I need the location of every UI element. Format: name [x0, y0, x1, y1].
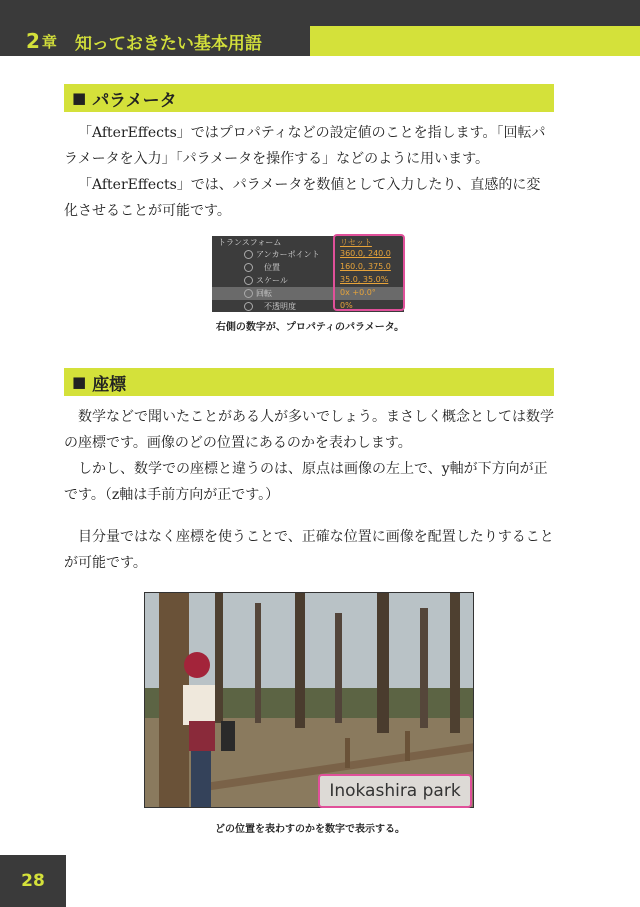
- panel-row-label: 不透明度: [264, 302, 296, 311]
- stopwatch-icon: [244, 276, 253, 285]
- paragraph: しかし、数学での座標と違うのは、原点は画像の左上で、y軸が下方向が正です。（z軸は手前方向が正です。）: [64, 461, 548, 503]
- page-number: 28: [0, 855, 66, 907]
- panel-row-label: アンカーポイント: [256, 250, 320, 259]
- chapter-tab: [0, 26, 310, 56]
- photo-location-label: Inokashira park: [318, 774, 472, 808]
- paragraph: 「AfterEffects」では、パラメータを数値として入力したり、直感的に変化させることが可能です。: [64, 177, 541, 219]
- paragraph: 目分量ではなく座標を使うことで、正確な位置に画像を配置したりすることが可能です。: [64, 529, 554, 571]
- parameter-highlight-frame: [333, 234, 405, 311]
- chapter-title: 知っておきたい基本用語: [74, 33, 262, 54]
- panel-row-value: 35.0, 35.0%: [340, 275, 389, 284]
- paragraph: 数学などで聞いたことがある人が多いでしょう。まさしく概念としては数学の座標です。画像のどの位置にあるのかを表わします。: [64, 409, 554, 451]
- panel-row-value: 160.0, 375.0: [340, 262, 391, 271]
- stopwatch-icon: [244, 250, 253, 259]
- panel-row-value: 0%: [340, 301, 353, 310]
- paragraph: 「AfterEffects」ではプロパティなどの設定値のことを指します。「回転パラメータを入力」「パラメータを操作する」などのように用います。: [64, 125, 546, 167]
- section-heading-coordinates: [64, 368, 554, 396]
- chapter-number: 2: [26, 29, 40, 53]
- stopwatch-icon: [244, 289, 253, 298]
- figure-caption: 右側の数字が、プロパティのパラメータ。: [215, 322, 405, 333]
- heading-square-icon: ■: [72, 89, 87, 107]
- heading-square-icon: ■: [72, 373, 87, 391]
- panel-row-label: スケール: [256, 276, 288, 285]
- stopwatch-icon: [244, 302, 253, 311]
- section-heading-text: パラメータ: [92, 90, 177, 111]
- section-heading-parameter: [64, 84, 554, 112]
- stopwatch-icon: [244, 263, 253, 272]
- section-heading-text: 座標: [92, 374, 127, 395]
- chapter-kanji: 章: [41, 32, 57, 51]
- panel-row-label: 回転: [256, 289, 272, 298]
- header-accent-band: [310, 26, 640, 56]
- panel-row-value: 360.0, 240.0: [340, 249, 391, 258]
- panel-reset-label: リセット: [340, 238, 372, 247]
- panel-header-label: トランスフォーム: [218, 238, 282, 247]
- panel-row-value: 0x +0.0°: [340, 288, 376, 297]
- panel-row-label: 位置: [264, 263, 280, 272]
- figure-caption: どの位置を表わすのかを数字で表示する。: [215, 824, 405, 835]
